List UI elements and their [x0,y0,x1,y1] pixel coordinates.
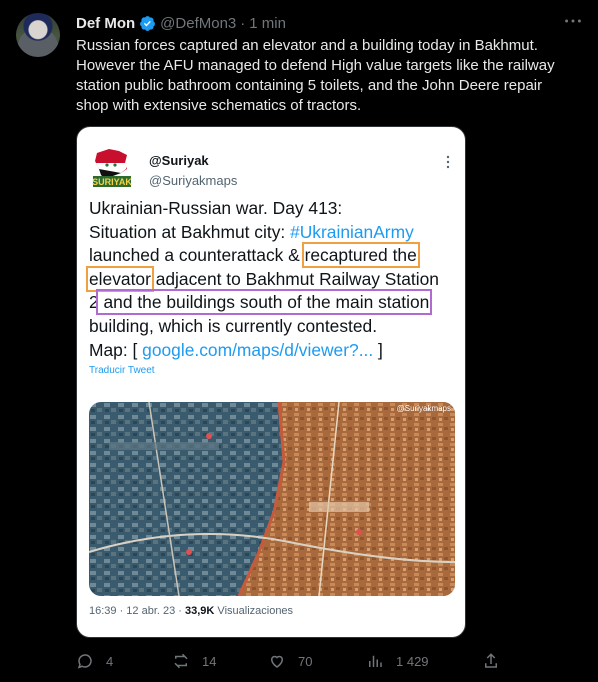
verified-badge-icon [139,15,156,32]
embedded-text: 2 [89,292,99,313]
tweet-text-line: Russian forces captured an elevator and a building today in Bakhmut. [76,37,538,54]
separator-dot: · [240,14,246,32]
views-count: 1 429 [396,653,429,669]
retweet-icon [172,652,190,670]
like-icon [268,652,286,670]
map-graphic [89,402,455,596]
more-icon[interactable] [562,10,584,32]
translate-tweet-link: Traducir Tweet [89,365,155,376]
avatar[interactable] [16,13,60,57]
embedded-author-name: @Suriyak [149,153,209,168]
hashtag-link: #UkrainianArmy [290,221,414,242]
embedded-text: Map: [ [89,339,143,360]
embedded-line [89,244,461,268]
like-count: 70 [298,653,313,669]
highlight-box-orange: elevator [89,268,151,289]
views-button[interactable] [366,648,429,674]
embedded-views-label: Visualizaciones [214,605,294,617]
reply-icon [76,652,94,670]
embedded-text: launched a counterattack & [89,245,305,266]
map-watermark: @Suriyakmaps [396,404,451,413]
author-handle[interactable]: @DefMon3 [160,14,237,32]
embedded-tweet-text [89,197,461,362]
share-icon [482,652,500,670]
like-button[interactable] [268,648,312,674]
highlight-box-purple: and the buildings south of the main station [98,292,430,313]
embedded-author-handle: @Suriyakmaps [149,173,238,188]
retweet-button[interactable] [172,648,216,674]
embedded-line [89,339,461,363]
map-image [89,402,455,596]
author-name[interactable]: Def Mon [76,14,136,32]
embedded-more-icon [441,155,455,169]
embedded-line: Ukrainian-Russian war. Day 413: [89,198,343,218]
share-button[interactable] [482,648,500,674]
embedded-line [89,268,461,292]
reply-count: 4 [106,653,114,669]
tweet-text-line: station public bathroom containing 5 toilets, and the John Deere repair [76,77,543,94]
embedded-text: ] [373,339,383,360]
map-link: google.com/maps/d/viewer?... [142,339,374,360]
tweet-header [76,13,286,33]
embedded-line [89,221,461,245]
tweet-text-line: shop with extensive schematics of tractors. [76,97,362,114]
tweet-time[interactable]: 1 min [249,14,286,32]
embedded-footer [89,605,293,617]
reply-button[interactable] [76,648,113,674]
highlight-box-orange: recaptured the [304,245,417,266]
tweet-text [76,36,576,116]
views-icon [366,652,384,670]
tweet-text-line: However the AFU managed to defend High value targets like the railway [76,57,555,74]
tweet-actions [76,648,506,674]
embedded-line: building, which is currently contested. [89,315,378,336]
embedded-text: adjacent to Bakhmut Railway Station [150,268,439,289]
embedded-text: Situation at Bakhmut city: [89,221,291,242]
tweet-media-image[interactable] [76,126,466,638]
embedded-views-count: 33,9K [185,605,215,617]
embedded-line [89,291,461,315]
logo-text: SURIYAK [92,177,132,187]
embedded-timestamp: 16:39 · 12 abr. 23 · [89,605,186,617]
suriyak-logo [91,145,133,191]
retweet-count: 14 [202,653,217,669]
